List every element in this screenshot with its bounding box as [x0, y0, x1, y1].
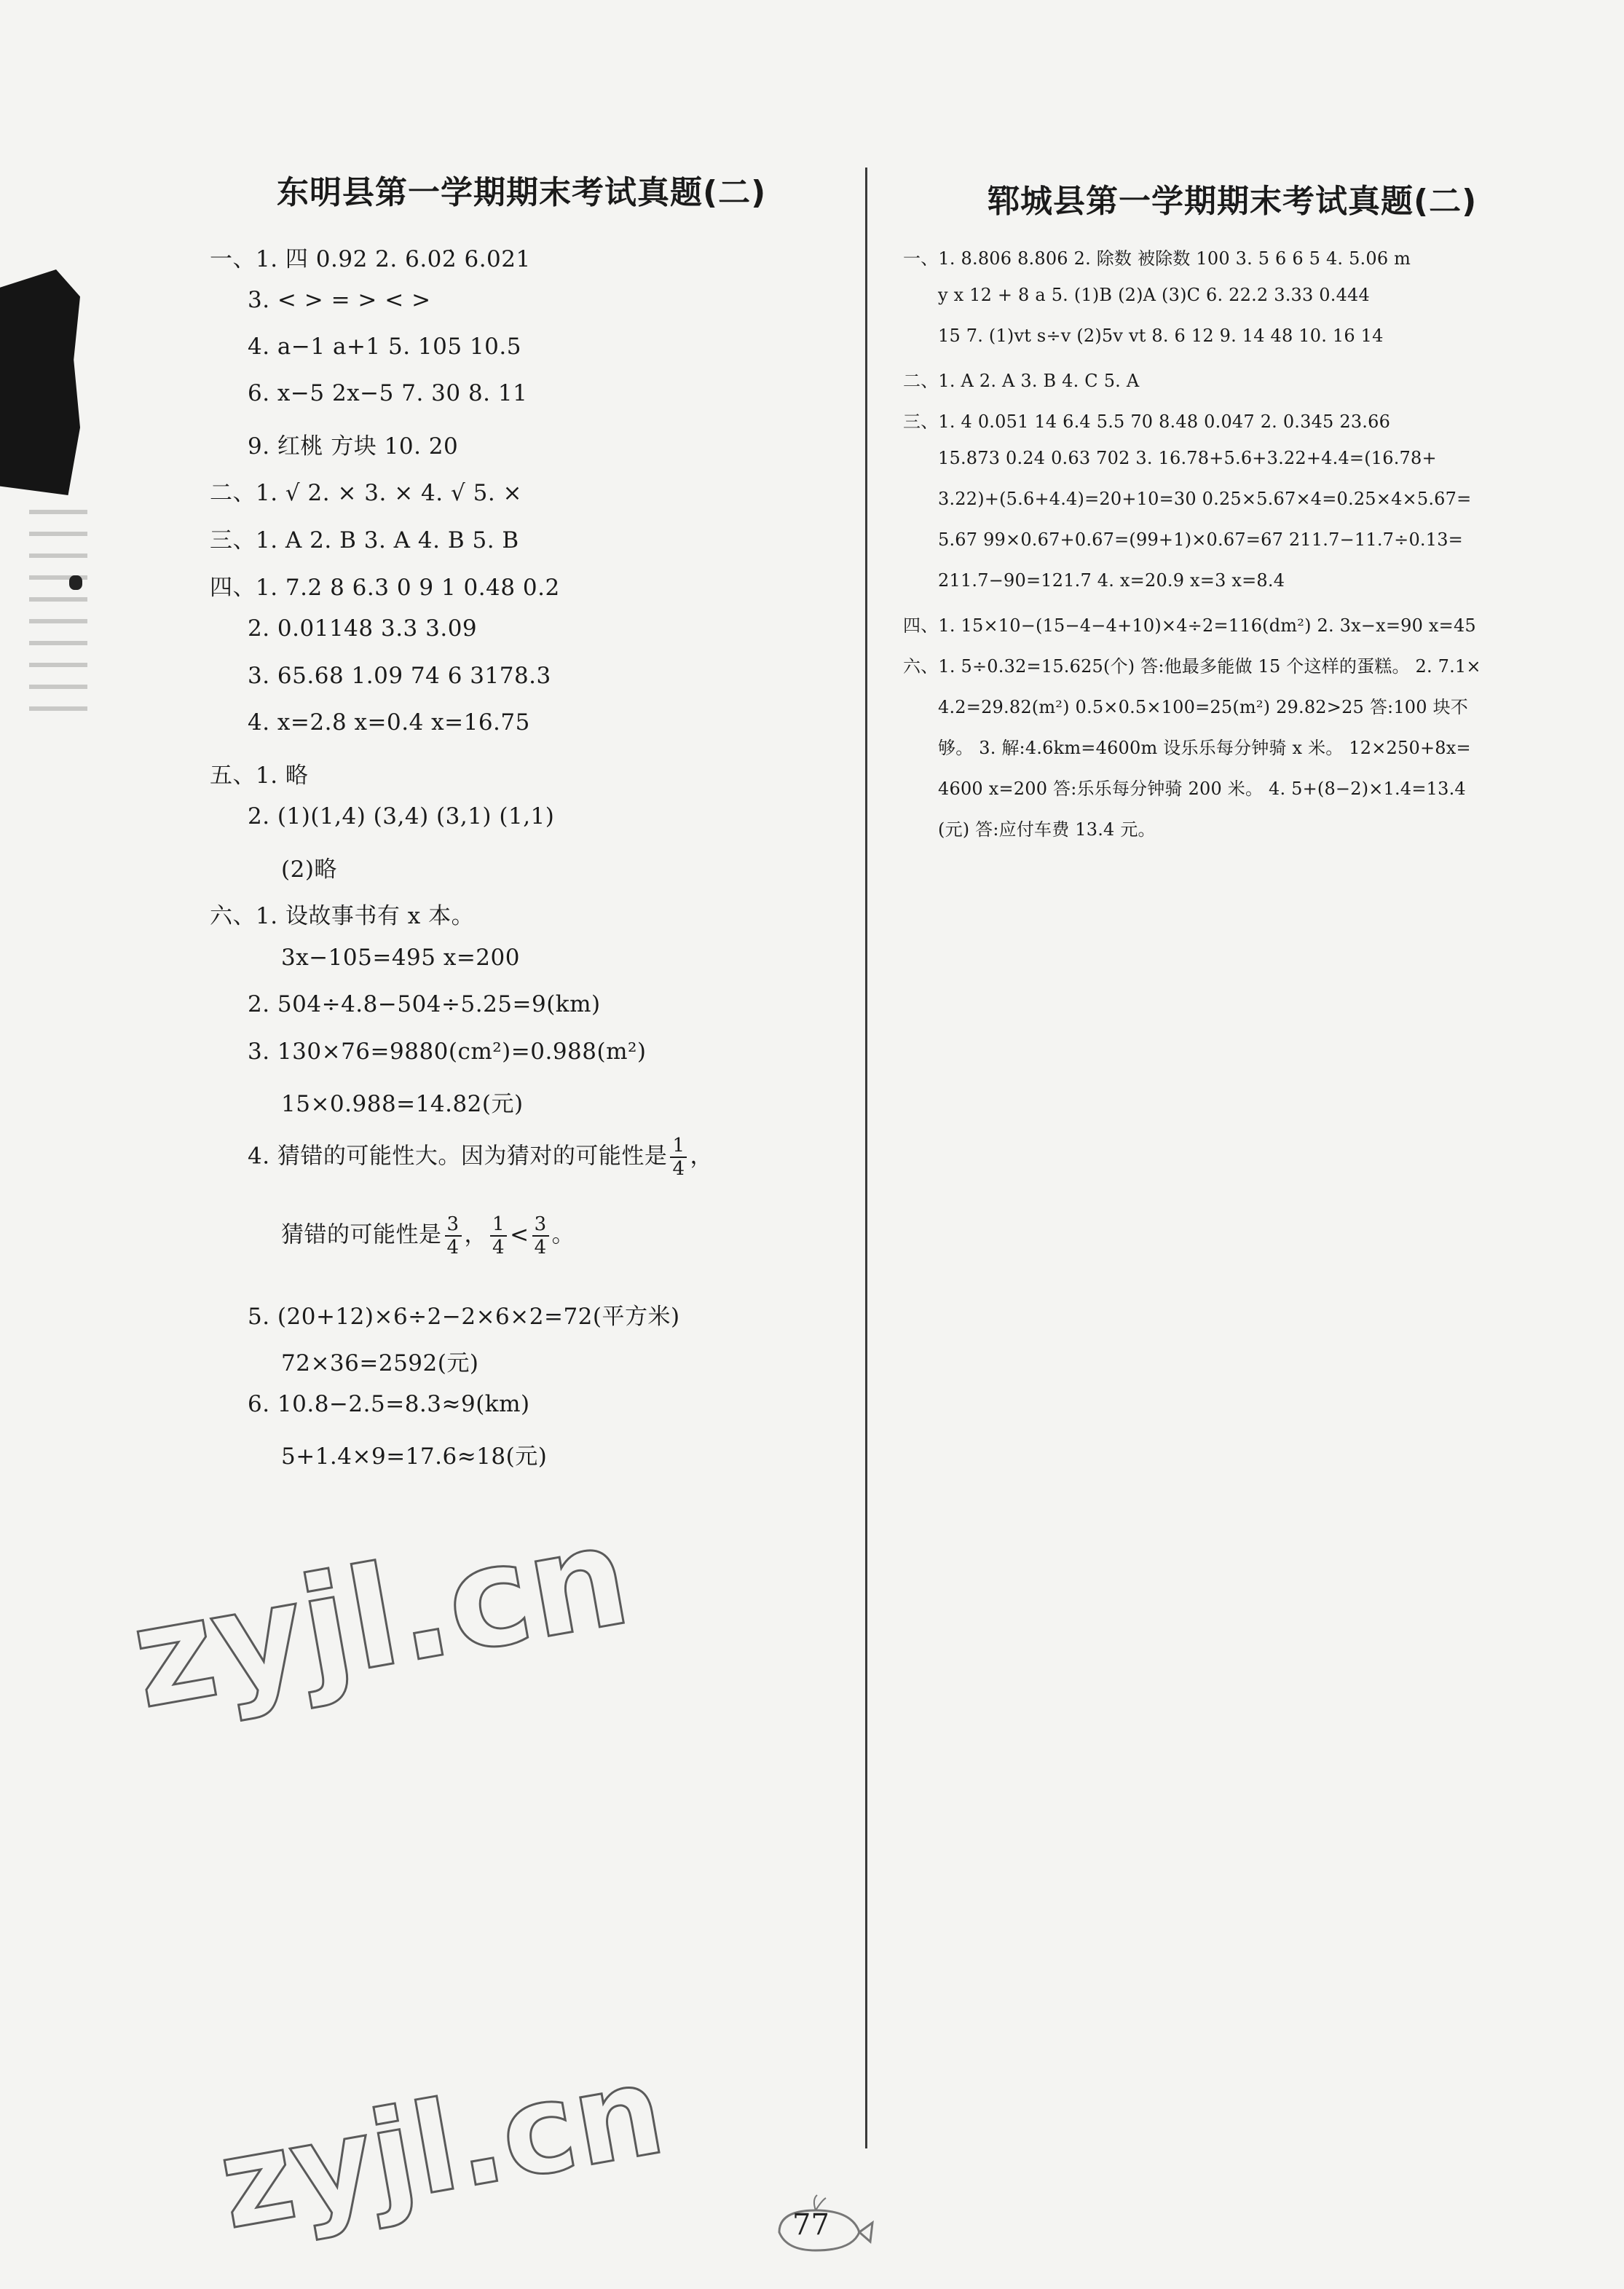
answer-line: 2. (1)(1,4) (3,4) (3,1) (1,1) [248, 803, 555, 830]
fraction: $\frac{3}{4}$ [532, 1213, 549, 1258]
answer-line: 五、1. 略 [210, 763, 309, 789]
answer-line: 9. 红桃 方块 10. 20 [248, 433, 459, 460]
answer-line: 3.22)+(5.6+4.4)=20+10=30 0.25×5.67×4=0.25×4×5.67= [938, 489, 1472, 509]
answer-line: 3x−105=495 x=200 [281, 945, 520, 971]
answer-line-fraction: 4. 猜错的可能性大。因为猜对的可能性是 $\frac{1}{4}$ ， [248, 1135, 713, 1180]
answer-line: 15.873 0.24 0.63 702 3. 16.78+5.6+3.22+4.4=(16.78+ [938, 448, 1437, 468]
answer-line: 5.67 99×0.67+0.67=(99+1)×0.67=67 211.7−11.7÷0.13= [938, 529, 1463, 550]
answer-line: 2. 0.01148 3.3 3.09 [248, 615, 478, 642]
answer-line: 5+1.4×9=17.6≈18(元) [281, 1443, 548, 1470]
answer-line: 一、1. 8.806 8.806 2. 除数 被除数 100 3. 5 6 6 5 4. 5.06 m [903, 248, 1411, 269]
answer-line: 4.2=29.82(m²) 0.5×0.5×100=25(m²) 29.82>25 答:100 块不 [938, 697, 1468, 717]
watermark-text: zyjl.cn [121, 1494, 640, 1740]
answer-line: 四、1. 7.2 8 6.3 0 9 1 0.48 0.2 [210, 575, 560, 601]
answer-line: (2)略 [281, 856, 337, 883]
answer-line: 二、1. A 2. A 3. B 4. C 5. A [903, 371, 1140, 391]
answer-line: 2. 504÷4.8−504÷5.25=9(km) [248, 991, 601, 1017]
fraction: $\frac{1}{4}$ [490, 1213, 507, 1258]
fraction: $\frac{1}{4}$ [670, 1135, 687, 1180]
answer-line: 3. 130×76=9880(cm²)=0.988(m²) [248, 1039, 647, 1065]
binding-shadow [0, 269, 80, 495]
answer-line: 15×0.988=14.82(元) [281, 1091, 524, 1117]
right-column-title: 郓城县第一学期期末考试真题(二) [988, 183, 1478, 220]
page-number-badge [765, 2192, 874, 2258]
answer-line: 6. 10.8−2.5=8.3≈9(km) [248, 1391, 530, 1417]
answer-line: 四、1. 15×10−(15−4−4+10)×4÷2=116(dm²) 2. 3x−x=90 x=45 [903, 615, 1476, 636]
answer-line: 5. (20+12)×6÷2−2×6×2=72(平方米) [248, 1304, 680, 1330]
answer-line: 4. a−1 a+1 5. 105 10.5 [248, 334, 521, 360]
answer-line: 二、1. √ 2. × 3. × 4. √ 5. × [210, 480, 523, 506]
left-column-title: 东明县第一学期期末考试真题(二) [277, 174, 767, 211]
answer-line: 211.7−90=121.7 4. x=20.9 x=3 x=8.4 [938, 570, 1285, 591]
fraction: $\frac{3}{4}$ [445, 1213, 462, 1258]
answer-line: (元) 答:应付车费 13.4 元。 [938, 819, 1156, 840]
answer-line: 六、1. 设故事书有 x 本。 [210, 903, 475, 929]
answer-line: 4. x=2.8 x=0.4 x=16.75 [248, 709, 530, 736]
watermark-text: zyjl.cn [209, 2038, 674, 2258]
answer-line-fraction: 猜错的可能性是 $\frac{3}{4}$ ， $\frac{1}{4}$ < $\frac{3}{4}$ 。 [281, 1213, 575, 1258]
answer-line: 三、1. 4 0.051 14 6.4 5.5 70 8.48 0.047 2. 0.345 23.66 [903, 411, 1391, 432]
answer-line: 三、1. A 2. B 3. A 4. B 5. B [210, 527, 519, 553]
answer-line: 够。 3. 解:4.6km=4600m 设乐乐每分钟骑 x 米。 12×250+8x= [938, 738, 1471, 758]
page-number: 77 [792, 2208, 829, 2242]
answer-line: 72×36=2592(元) [281, 1350, 479, 1376]
answer-line: 3. < > = > < > [248, 287, 431, 313]
answer-line: 4600 x=200 答:乐乐每分钟骑 200 米。 4. 5+(8−2)×1.4=13.4 [938, 779, 1466, 799]
answer-line: 15 7. (1)vt s÷v (2)5v vt 8. 6 12 9. 14 48 10. 16 14 [938, 326, 1384, 346]
answer-line: 一、1. 四 0.92 2. 6.02̇ 6.021 [210, 246, 531, 272]
answer-line: 6. x−5 2x−5 7. 30 8. 11 [248, 380, 528, 406]
answer-line: 六、1. 5÷0.32=15.625(个) 答:他最多能做 15 个这样的蛋糕。 2. 7.1× [903, 656, 1481, 677]
column-divider [865, 168, 867, 2148]
answer-line: 3. 65.68 1.09 74 6 3178.3 [248, 663, 551, 689]
binding-dot [69, 575, 82, 590]
answer-line: y x 12 + 8 a 5. (1)B (2)A (3)C 6. 22.2 3.33 0.444 [938, 285, 1370, 305]
binding-smudge [29, 510, 87, 728]
